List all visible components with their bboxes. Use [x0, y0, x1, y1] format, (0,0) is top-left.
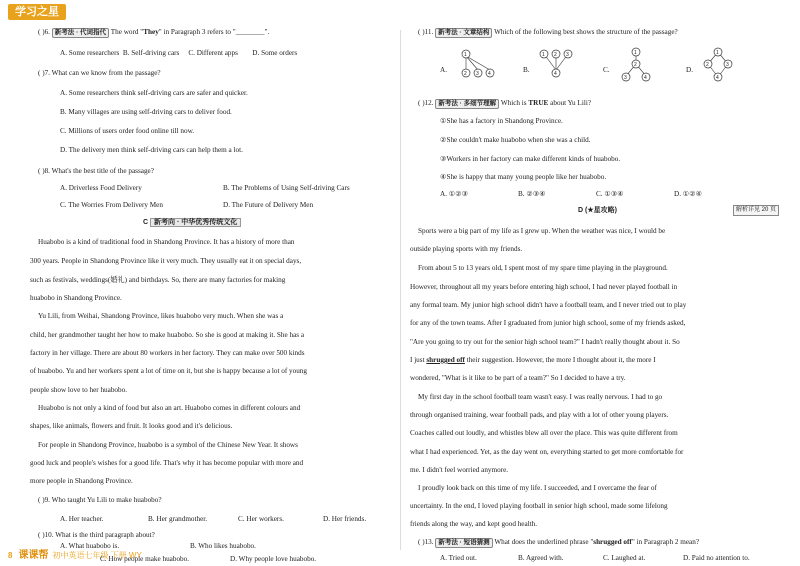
- option-a: A. What huabobo is.: [60, 542, 120, 550]
- option-c: C. ①③④: [596, 190, 624, 198]
- question-text: Which of the following best shows the structure of the passage?: [494, 28, 678, 36]
- passage-c-p4-l1: For people in Shandong Province, huabobo is a symbol of the Chinese New Year. It shows: [38, 441, 298, 449]
- svg-text:3: 3: [624, 75, 627, 81]
- footer-subtitle: 初中英语七年级 下册 WY: [52, 551, 142, 560]
- svg-text:1: 1: [542, 52, 545, 58]
- passage-d-p1-l1: Sports were a big part of my life as I grew up. When the weather was nice, I would be: [418, 227, 666, 235]
- question-9-stem: ( )9. Who taught Yu Lili to make huabobo?: [38, 496, 162, 504]
- option-b: B. Agreed with.: [518, 554, 564, 562]
- option-c: C. Her workers.: [238, 515, 284, 523]
- option-a: A. Driverless Food Delivery: [60, 184, 142, 192]
- question-text: The word ": [110, 28, 144, 36]
- passage-d-p2-l7: wondered, "What is it like to be part of a team?" So I decided to have a try.: [410, 374, 626, 382]
- section-c-heading: [143, 217, 241, 229]
- column-divider: [400, 30, 401, 550]
- question-number: ( )11.: [418, 28, 434, 36]
- passage-c-p4-l3: more people in Shandong Province.: [30, 477, 133, 485]
- option-c-label: C.: [603, 66, 610, 74]
- passage-c-p1-l2: 300 years. People in Shandong Province like it very much. They usually eat it on special days,: [30, 257, 302, 265]
- section-d-heading: D (★星攻略): [578, 207, 617, 214]
- structure-diagram-c: [616, 46, 656, 84]
- highlight-word: They: [143, 28, 159, 36]
- footer-brand: 课课帮: [18, 550, 49, 561]
- statement-4: ④She is happy that many young people like her huabobo.: [440, 173, 607, 181]
- question-tag: 新考法 · 代词指代: [52, 28, 109, 38]
- question-7-stem: ( )7. What can we know from the passage?: [38, 69, 161, 77]
- text-segment: their suggestion. However, the more I thought about it, the more I: [464, 356, 656, 364]
- option-a: A. Tried out.: [440, 554, 477, 562]
- passage-d-p2-l2: However, throughout all my years before entering high school, I had never played football in: [410, 283, 678, 291]
- question-tag: 新考法 · 文章结构: [435, 28, 492, 38]
- svg-text:4: 4: [488, 71, 491, 77]
- question-number: ( )12.: [418, 99, 434, 107]
- svg-text:2: 2: [554, 52, 557, 58]
- question-text: Which is: [500, 99, 529, 107]
- question-11: [418, 26, 678, 38]
- question-10-stem: ( )10. What is the third paragraph about?: [38, 531, 155, 539]
- question-tag: 新考法 · 多细节理解: [435, 99, 499, 109]
- option-a-label: A.: [440, 66, 447, 74]
- question-8-stem: ( )8. What's the best title of the passage?: [38, 167, 154, 175]
- option-c: C. The Worries From Delivery Men: [60, 201, 163, 209]
- structure-diagram-b: [536, 48, 576, 82]
- passage-c-p1-l4: huabobo in Shandong Province.: [30, 294, 122, 302]
- passage-d-p2-l4: for any of the town teams. After I graduated from junior high school, some of my friends asked,: [410, 319, 686, 327]
- passage-c-p1-l1: Huabobo is a kind of traditional food in Shandong Province. It has a history of more than: [38, 238, 295, 246]
- passage-d-p4-l1: I proudly look back on this time of my life. I succeeded, and I overcame the fear of: [418, 484, 657, 492]
- structure-diagram-d: [698, 46, 738, 84]
- option-b: B. Who likes huabobo.: [190, 542, 256, 550]
- question-6-options: A. Some researchers B. Self-driving cars C. Different apps D. Some orders: [60, 49, 298, 57]
- option-a: A. Her teacher.: [60, 515, 104, 523]
- option-c: C. Millions of users order food online till now.: [60, 127, 195, 135]
- question-number: ( )13.: [418, 538, 434, 546]
- svg-text:2: 2: [706, 62, 709, 68]
- svg-text:3: 3: [566, 52, 569, 58]
- passage-c-p3-l1: Huabobo is not only a kind of food but also an art. Huabobo comes in different colours and: [38, 404, 301, 412]
- passage-c-p4-l2: good luck and people's wishes for a good life. That's why it has become popular with more and: [30, 459, 304, 467]
- svg-text:1: 1: [464, 52, 467, 58]
- svg-text:4: 4: [716, 75, 719, 81]
- passage-c-p2-l3: factory in her village. There are about 80 workers in her factory. They can make over 500 kinds: [30, 349, 305, 357]
- question-6: [38, 26, 269, 38]
- option-a: A. Some researchers think self-driving cars are safer and quicker.: [60, 89, 248, 97]
- question-text: about Yu Lili?: [548, 99, 592, 107]
- option-c: C. How people make huabobo.: [100, 555, 190, 563]
- underlined-phrase: shrugged off: [426, 356, 465, 364]
- passage-d-p3-l4: what I had experienced. Yet, as the day went on, everything started to get more comfortable for: [410, 448, 684, 456]
- text-segment: I just: [410, 356, 427, 364]
- passage-d-p2-l6: [410, 354, 656, 366]
- option-b: B. The Problems of Using Self-driving Cars: [223, 184, 350, 192]
- answer-reference: 解析详见 20 页: [733, 205, 779, 216]
- svg-text:3: 3: [726, 62, 729, 68]
- svg-text:4: 4: [644, 75, 647, 81]
- svg-text:2: 2: [634, 62, 637, 68]
- option-b-label: B.: [523, 66, 530, 74]
- section-tag: 新考向 · 中华优秀传统文化: [150, 218, 241, 227]
- option-a: A. ①②③: [440, 190, 469, 198]
- emphasis-word: TRUE: [528, 99, 549, 107]
- option-d: D. Why people love huabobo.: [230, 555, 317, 563]
- passage-d-p3-l3: Coaches called out loudly, and whistles blew all over the place. This was quite different from: [410, 429, 678, 437]
- header-logo: 学习之星: [8, 4, 66, 20]
- section-letter: C: [143, 219, 149, 226]
- option-b: B. Many villages are using self-driving cars to deliver food.: [60, 108, 232, 116]
- passage-c-p2-l2: child, her grandmother taught her how to make huabobo. So she is good at making it. She has a: [30, 331, 305, 339]
- option-d: D. Her friends.: [323, 515, 367, 523]
- question-13: [418, 536, 699, 548]
- statement-2: ②She couldn't make huabobo when she was a child.: [440, 136, 591, 144]
- option-b: B. ②③④: [518, 190, 546, 198]
- passage-c-p2-l5: people show love to her huabobo.: [30, 386, 128, 394]
- svg-text:2: 2: [464, 71, 467, 77]
- passage-d-p1-l2: outside playing sports with my friends.: [410, 245, 523, 253]
- question-tag: 新考法 · 短语猜测: [435, 538, 492, 548]
- svg-text:1: 1: [716, 50, 719, 56]
- passage-d-p4-l2: uncertainty. In the end, I loved playing football in senior high school, made some lifelong: [410, 502, 668, 510]
- passage-c-p3-l2: shapes, like animals, flowers and fruit. It looks good and it's delicious.: [30, 422, 233, 430]
- option-d: D. The delivery men think self-driving cars can help them a lot.: [60, 146, 243, 154]
- passage-d-p3-l2: through organised training, wear football pads, and play with a lot of other young players.: [410, 411, 669, 419]
- passage-d-p2-l1: From about 5 to 13 years old, I spent most of my spare time playing in the playground.: [418, 264, 668, 272]
- svg-text:4: 4: [554, 71, 557, 77]
- statement-1: ①She has a factory in Shandong Province.: [440, 117, 563, 125]
- option-d: D. ①②④: [674, 190, 703, 198]
- svg-text:1: 1: [634, 50, 637, 56]
- question-text: What does the underlined phrase ": [494, 538, 594, 546]
- passage-d-p2-l5: "Are you going to try out for the senior high school team?" I hadn't really thought about it. So: [410, 338, 680, 346]
- statement-3: ③Workers in her factory can make different kinds of huabobo.: [440, 155, 621, 163]
- question-text: " in Paragraph 2 mean?: [631, 538, 700, 546]
- option-d: D. Paid no attention to.: [683, 554, 750, 562]
- question-12: [418, 97, 591, 109]
- option-c: C. Laughed at.: [603, 554, 646, 562]
- svg-text:3: 3: [476, 71, 479, 77]
- passage-c-p2-l4: of huabobo. Yu and her workers spent a lot of time on it, but she is happy because a lot of young: [30, 367, 307, 375]
- question-number: ( )6.: [38, 28, 50, 36]
- option-b: B. Her grandmother.: [148, 515, 208, 523]
- question-text: " in Paragraph 3 refers to "________".: [158, 28, 270, 36]
- passage-c-p2-l1: Yu Lili, from Weihai, Shandong Province, likes huabobo very much. When she was a: [38, 312, 284, 320]
- passage-d-p2-l3: any formal team. My junior high school didn't have a football team, and I never tried out to play: [410, 301, 687, 309]
- page-number: 8: [8, 551, 13, 560]
- passage-d-p3-l1: My first day in the school football team wasn't easy. I was really nervous. I had to go: [418, 393, 663, 401]
- passage-c-p1-l3: such as festivals, weddings(婚礼) and birthdays. So, there are many factories for making: [30, 276, 286, 284]
- passage-d-p4-l3: friends along the way, and kept good health.: [410, 520, 538, 528]
- option-d: D. The Future of Delivery Men: [223, 201, 314, 209]
- emphasis-phrase: shrugged off: [593, 538, 632, 546]
- structure-diagram-a: [456, 48, 496, 82]
- passage-d-p3-l5: me. I didn't feel worried anymore.: [410, 466, 509, 474]
- option-d-label: D.: [686, 66, 693, 74]
